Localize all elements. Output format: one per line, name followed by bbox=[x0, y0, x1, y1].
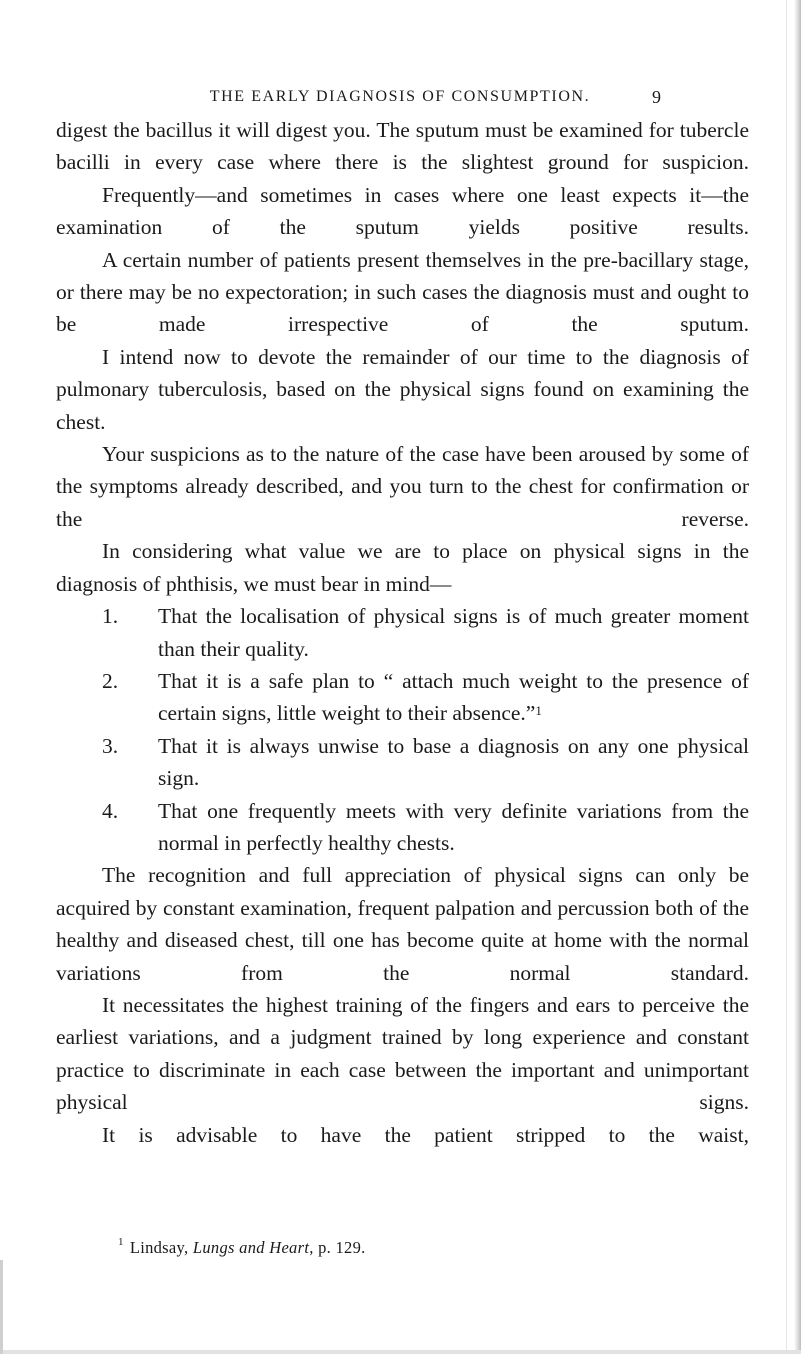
list-number: 3. bbox=[102, 733, 119, 758]
page-edge-bottom bbox=[0, 1350, 801, 1354]
page-edge-line bbox=[786, 0, 787, 1354]
list-item bbox=[56, 730, 749, 795]
list-item bbox=[56, 600, 749, 665]
body-text bbox=[56, 114, 749, 1151]
list-item bbox=[56, 795, 749, 860]
paragraph-6: In considering what value we are to place on physical signs in the diagnosis of phthisis, we must bear in mind— bbox=[56, 539, 749, 596]
footnote bbox=[118, 1238, 366, 1258]
paragraph-5: Your suspicions as to the nature of the case have been aroused by some of the symptoms already described, and you turn to the chest for confirmation or the reverse. bbox=[56, 442, 749, 531]
list-item bbox=[56, 665, 749, 730]
list-text: That the localisation of physical signs is of much greater moment than their quality. bbox=[158, 604, 749, 661]
list-text: That it is always unwise to base a diagnosis on any one physical sign. bbox=[158, 733, 749, 791]
paragraph-9: It is advisable to have the patient stripped to the waist, bbox=[102, 1122, 749, 1147]
page-edge-right bbox=[794, 0, 801, 1354]
list-number: 4. bbox=[102, 798, 119, 823]
footnote-page: p. 129. bbox=[318, 1238, 366, 1257]
list-number: 1. bbox=[102, 604, 119, 629]
running-header: THE EARLY DIAGNOSIS OF CONSUMPTION. bbox=[209, 88, 591, 105]
paragraph-4: I intend now to devote the remainder of our time to the diagnosis of pulmonary tuberculosis, based on the physical signs found on examining the chest. bbox=[56, 344, 749, 434]
footnote-marker: 1 bbox=[118, 1236, 124, 1248]
paragraph-3: A certain number of patients present themselves in the pre-bacillary stage, or there may be no expectoration; in such cases the diagnosis must and ought to be made irrespective of the sputum. bbox=[56, 247, 749, 337]
list-number: 2. bbox=[102, 668, 119, 693]
paragraph-7: The recognition and full appreciation of physical signs can only be acquired by constant examination, frequent palpation and percussion both of the healthy and diseased chest, till one has become quite at home with the normal variations from the normal standard. bbox=[56, 863, 749, 985]
footnote-author: Lindsay, bbox=[129, 1238, 189, 1257]
paragraph-1: digest the bacillus it will digest you. The sputum must be examined for tubercle bacilli in every case where there is the slightest ground for suspicion. bbox=[56, 118, 749, 175]
paragraph-8: It necessitates the highest training of the fingers and ears to perceive the earliest variations, and a judgment trained by long experience and constant practice to discriminate in each case between the important and unimportant physical signs. bbox=[56, 992, 749, 1115]
numbered-list bbox=[56, 600, 749, 859]
paragraph-2: Frequently—and sometimes in cases where one least expects it—the examination of the sputum yields positive results. bbox=[56, 182, 749, 240]
footnote-ref: 1 bbox=[535, 703, 542, 719]
page-number: 9 bbox=[652, 87, 661, 107]
list-text: That one frequently meets with very definite variations from the normal in perfectly healthy chests. bbox=[158, 798, 749, 855]
list-text: That it is a safe plan to “ attach much weight to the presence of certain signs, little weight to their absence.” bbox=[158, 668, 749, 726]
footnote-title: Lungs and Heart, bbox=[192, 1238, 314, 1257]
page-edge-left bbox=[0, 1260, 3, 1354]
